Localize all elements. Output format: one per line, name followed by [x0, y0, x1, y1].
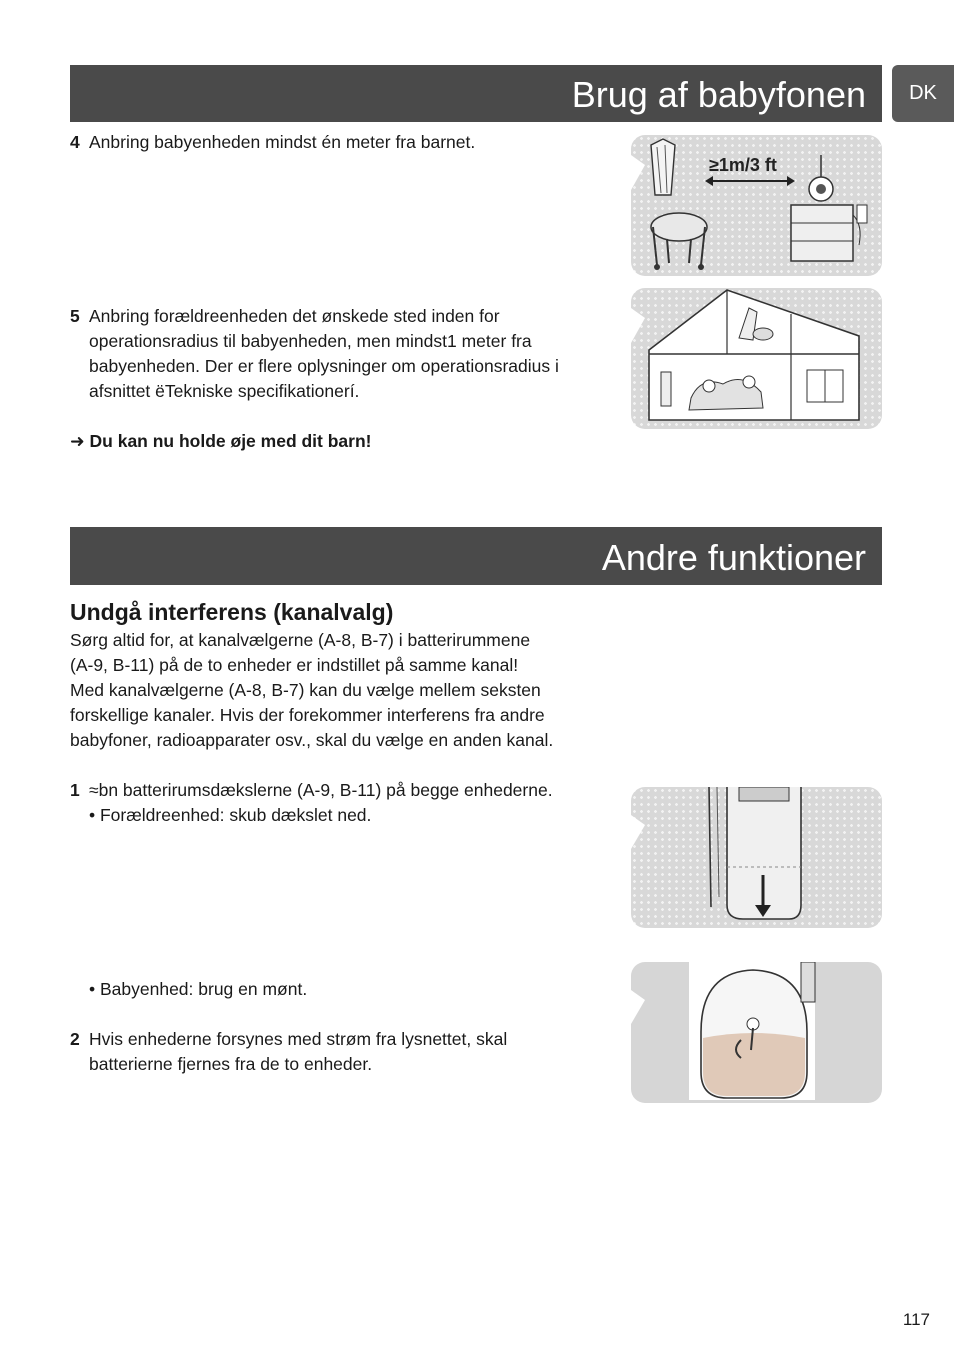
language-tab: DK	[892, 65, 954, 122]
step-text-line: Anbring forældreenheden det ønskede sted inden for	[89, 306, 500, 326]
paragraph-line: forskellige kanaler. Hvis der forekommer interferens fra andre	[70, 705, 545, 725]
step-number: 4	[70, 132, 80, 152]
intro-paragraph	[70, 628, 610, 753]
step-text-line: afsnittet ëTekniske specifikationerí.	[89, 381, 360, 401]
baby-unit-coin-icon	[631, 962, 882, 1103]
illustration-distance	[631, 135, 882, 276]
svg-text:≥1m/3 ft: ≥1m/3 ft	[709, 155, 777, 175]
illustration-house	[631, 288, 882, 429]
step-2	[70, 1027, 610, 1077]
bullet-baby-unit: • Babyenhed: brug en mønt.	[89, 979, 308, 999]
step-number: 5	[70, 306, 80, 326]
step-number: 1	[70, 780, 80, 800]
page-number: 117	[902, 1310, 930, 1329]
illustration-baby-unit	[631, 962, 882, 1103]
section-title-bar	[70, 527, 882, 585]
parent-unit-cover-icon	[631, 787, 882, 928]
paragraph-line: babyfoner, radioapparater osv., skal du vælge en anden kanal.	[70, 730, 554, 750]
step-text: ≈bn batterirumsdækslerne (A-9, B-11) på begge enhederne.	[89, 780, 553, 800]
step-text-line: Hvis enhederne forsynes med strøm fra lysnettet, skal	[89, 1029, 508, 1049]
step-4	[70, 130, 600, 155]
result-text: ➜ Du kan nu holde øje med dit barn!	[70, 431, 372, 451]
step-text-line: batterierne fjernes fra de to enheder.	[89, 1054, 373, 1074]
step-5	[70, 304, 610, 404]
house-icon	[631, 288, 882, 429]
paragraph-line: (A-9, B-11) på de to enheder er indstillet på samme kanal!	[70, 655, 519, 675]
step-number: 2	[70, 1029, 80, 1049]
section-title: Andre funktioner	[601, 537, 866, 578]
subsection-title: Undgå interferens (kanalvalg)	[70, 599, 394, 625]
step-text: Anbring babyenheden mindst én meter fra barnet.	[89, 132, 476, 152]
step-text-line: babyenheden. Der er flere oplysninger om operationsradius i	[89, 356, 559, 376]
paragraph-line: Sørg altid for, at kanalvælgerne (A-8, B-7) i batterirummene	[70, 630, 531, 650]
step-1	[70, 778, 610, 828]
step-text-line: operationsradius til babyenheden, men mindst1 meter fra	[89, 331, 532, 351]
crib-distance-icon	[631, 135, 882, 276]
paragraph-line: Med kanalvælgerne (A-8, B-7) kan du vælge mellem seksten	[70, 680, 541, 700]
section-title: Brug af babyfonen	[571, 74, 866, 115]
section-title-bar	[70, 65, 882, 122]
illustration-parent-unit	[631, 787, 882, 928]
bullet-parent-unit: • Forældreenhed: skub dækslet ned.	[89, 805, 372, 825]
